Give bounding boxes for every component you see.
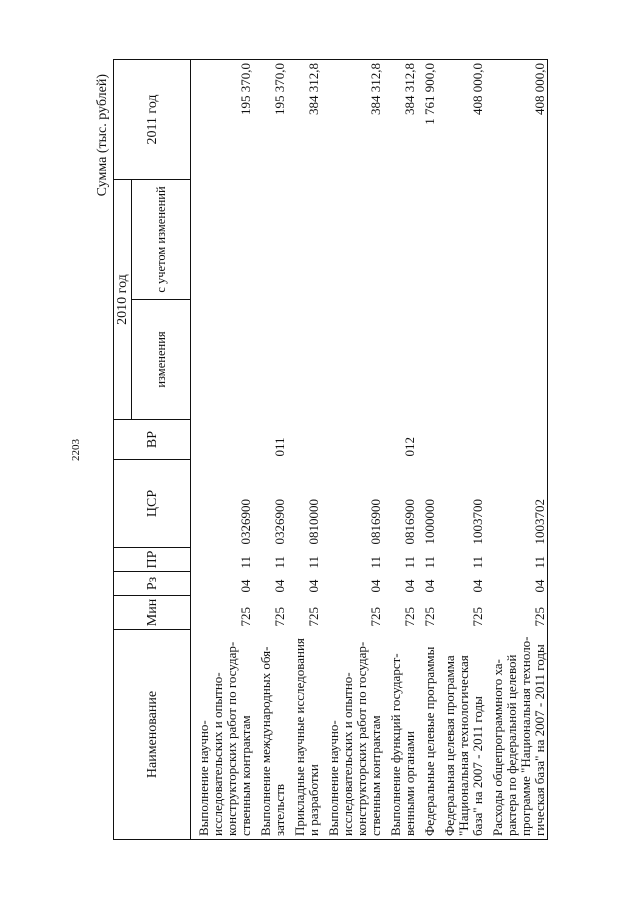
header-vr: ВР xyxy=(114,420,191,460)
row-csr: 0816900 xyxy=(402,499,417,545)
header-name: Наименование xyxy=(114,630,191,840)
row-name: Прикладные научные исследования и разработки xyxy=(287,630,321,840)
row-vr: 012 xyxy=(402,437,417,457)
row-csr: 0810000 xyxy=(306,499,321,545)
header-rz: Рз xyxy=(114,572,191,596)
row-csr: 1003700 xyxy=(470,499,485,545)
row-vr xyxy=(321,420,383,460)
row-with-changes xyxy=(321,180,383,300)
row-changes xyxy=(321,300,383,420)
row-amount-2011: 408 000,0 xyxy=(437,60,485,180)
row-name: Выполнение научно-исследовательских и опытно-конструкторских работ по государ-ственным контрактам xyxy=(321,630,383,840)
row-amount-2011: 195 370,0 xyxy=(191,60,254,180)
row-pr: 11 xyxy=(368,555,383,569)
row-pr: 11 xyxy=(306,555,321,569)
row-vr xyxy=(191,420,254,460)
row-with-changes xyxy=(485,180,548,300)
row-with-changes xyxy=(191,180,254,300)
row-changes xyxy=(287,300,321,420)
table-row xyxy=(485,60,548,840)
document-page xyxy=(70,60,570,840)
header-min: Мин xyxy=(114,596,191,630)
row-rz: 04 xyxy=(485,572,548,596)
units-label: Сумма (тыс. рублей) xyxy=(95,74,110,197)
row-name: Выполнение функций государст-венными органами xyxy=(383,630,417,840)
header-changes: изменения xyxy=(132,300,191,420)
row-with-changes xyxy=(253,180,287,300)
header-year-2011: 2011 год xyxy=(114,60,191,180)
row-vr xyxy=(437,420,485,460)
row-changes xyxy=(485,300,548,420)
row-name: Федеральные целевые программы xyxy=(417,630,437,840)
row-min: 725 xyxy=(485,596,548,630)
table-row xyxy=(253,60,287,840)
row-pr: 11 xyxy=(238,555,253,569)
table-row xyxy=(417,60,437,840)
table-row xyxy=(437,60,485,840)
table-row xyxy=(321,60,383,840)
row-min: 725 xyxy=(238,607,253,627)
row-vr: 011 xyxy=(272,437,287,457)
row-csr: 1003702 xyxy=(485,460,548,548)
header-csr: ЦСР xyxy=(114,460,191,548)
row-pr: 11 xyxy=(485,548,548,572)
row-min: 725 xyxy=(402,607,417,627)
row-amount-2011: 384 312,8 xyxy=(383,60,417,180)
row-rz: 04 xyxy=(238,579,253,593)
row-rz: 04 xyxy=(422,579,437,593)
row-csr: 0816900 xyxy=(368,499,383,545)
row-csr: 0326900 xyxy=(238,499,253,545)
row-rz: 04 xyxy=(470,579,485,593)
page-number: 2203 xyxy=(70,439,82,461)
row-vr xyxy=(417,420,437,460)
table-row xyxy=(287,60,321,840)
row-min: 725 xyxy=(306,607,321,627)
row-name: Выполнение международных обя-зательств xyxy=(253,630,287,840)
row-pr: 11 xyxy=(272,555,287,569)
row-changes xyxy=(437,300,485,420)
table-row xyxy=(191,60,254,840)
row-vr xyxy=(485,420,548,460)
row-changes xyxy=(253,300,287,420)
header-year-2010: 2010 год xyxy=(114,180,132,420)
row-rz: 04 xyxy=(272,579,287,593)
row-vr xyxy=(287,420,321,460)
header-row-top xyxy=(114,60,132,840)
row-csr: 0326900 xyxy=(272,499,287,545)
row-with-changes xyxy=(417,180,437,300)
row-pr: 11 xyxy=(402,555,417,569)
row-min: 725 xyxy=(272,607,287,627)
row-name: Выполнение научно-исследовательских и опытно-конструкторских работ по государ-ственным контрактам xyxy=(191,630,254,840)
row-changes xyxy=(383,300,417,420)
row-rz: 04 xyxy=(306,579,321,593)
row-name: Расходы общепрограммного ха-рактера по федеральной целевой программе "Национальная техноло-гическая база" на 2007 - 2011 годы xyxy=(485,630,548,840)
row-with-changes xyxy=(287,180,321,300)
row-amount-2011: 384 312,8 xyxy=(287,60,321,180)
row-pr: 11 xyxy=(470,555,485,569)
row-min: 725 xyxy=(470,607,485,627)
budget-table xyxy=(113,59,548,840)
row-amount-2011: 1 761 900,0 xyxy=(417,60,437,180)
row-rz: 04 xyxy=(402,579,417,593)
row-changes xyxy=(417,300,437,420)
row-csr: 1000000 xyxy=(422,499,437,545)
row-with-changes xyxy=(383,180,417,300)
row-amount-2011: 408 000,0 xyxy=(485,60,548,180)
row-pr: 11 xyxy=(422,555,437,569)
row-amount-2011: 384 312,8 xyxy=(321,60,383,180)
row-name: Федеральная целевая программа "Национальная технологическая база" на 2007 - 2011 годы xyxy=(437,630,485,840)
row-amount-2011: 195 370,0 xyxy=(253,60,287,180)
row-with-changes xyxy=(437,180,485,300)
row-min: 725 xyxy=(368,607,383,627)
row-changes xyxy=(191,300,254,420)
header-pr: ПР xyxy=(114,548,191,572)
table-row xyxy=(383,60,417,840)
row-min: 725 xyxy=(422,607,437,627)
row-rz: 04 xyxy=(368,579,383,593)
header-with-changes: с учетом изменений xyxy=(132,180,191,300)
